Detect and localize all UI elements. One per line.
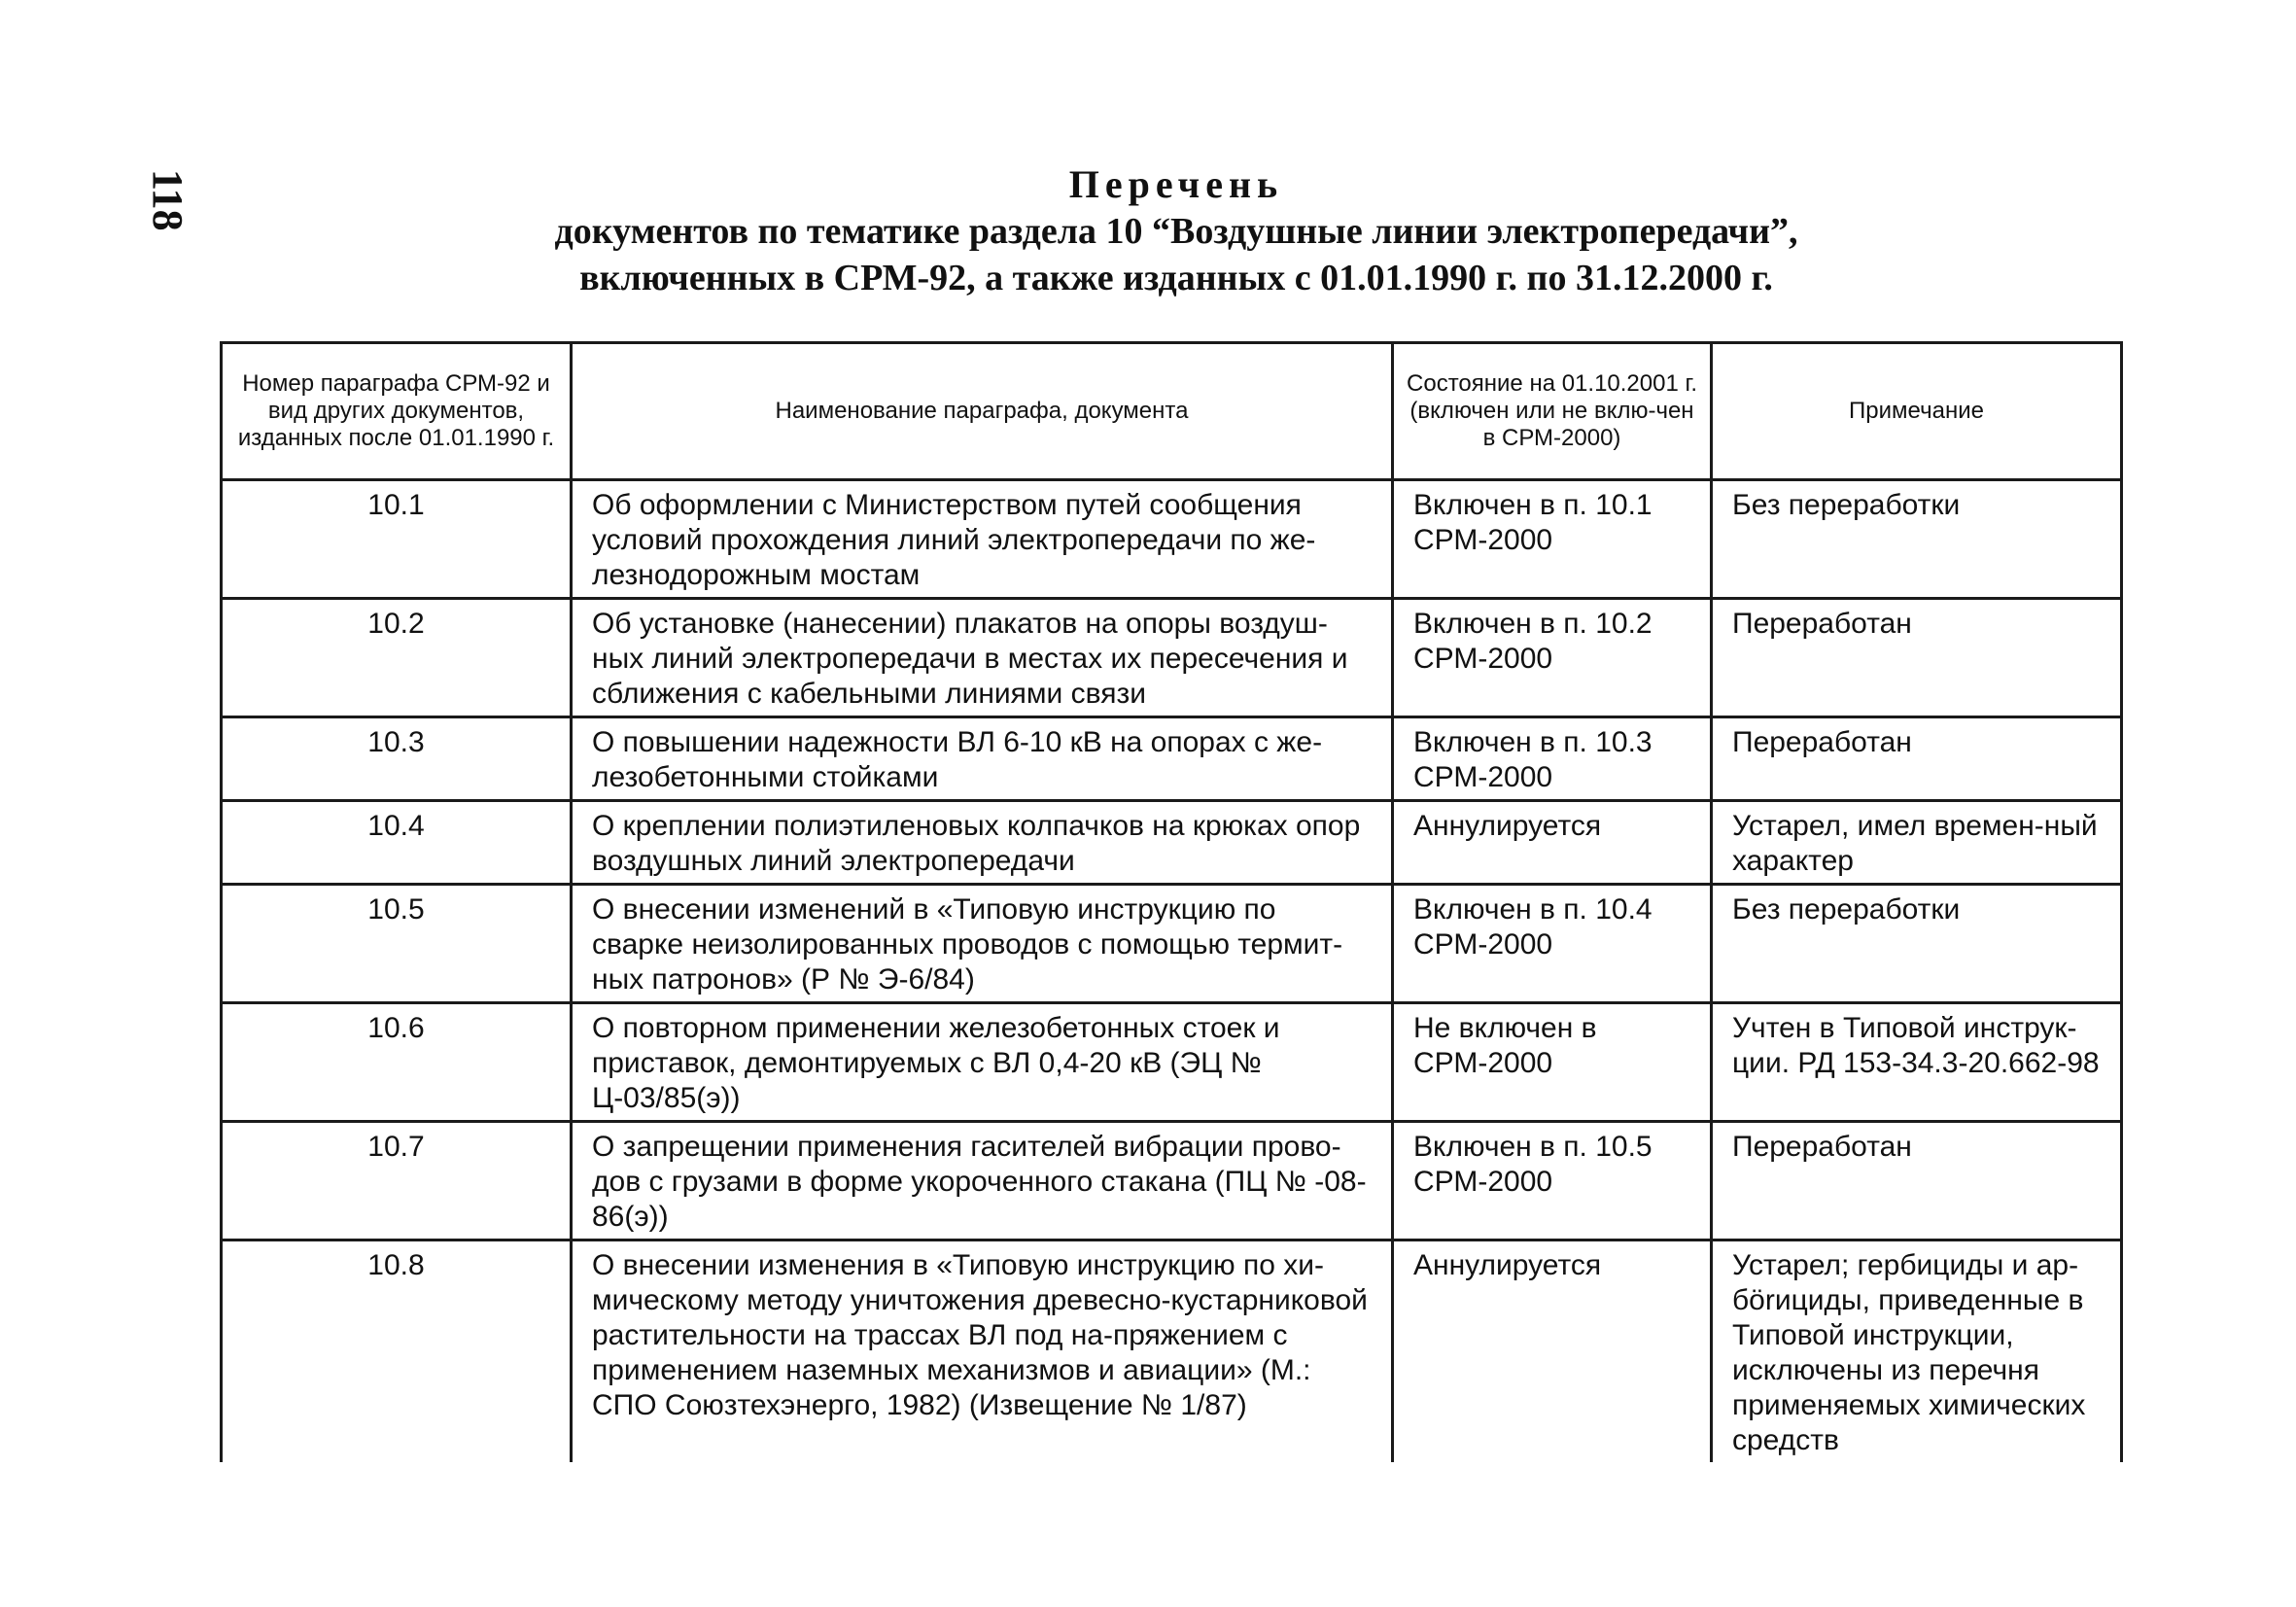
table-header-row [222, 343, 2122, 480]
row-name: О внесении изменения в «Типовую инструкцию по хи-мическому методу уничтожения древесно-кустарниковой растительности на трассах ВЛ под на-пряжением с применением наземных механизмов и авиации» (М.: СПО Союзтехэнерго, 1982) (Извещение № 1/87) [572, 1240, 1393, 1463]
row-note: Учтен в Типовой инструк-ции. РД 153-34.3-20.662-98 [1712, 1003, 2122, 1122]
row-number: 10.1 [222, 480, 572, 599]
row-name: О повторном применении железобетонных стоек и приставок, демонтируемых с ВЛ 0,4-20 кВ (ЭЦ № Ц-03/85(э)) [572, 1003, 1393, 1122]
row-number: 10.4 [222, 801, 572, 885]
row-note: Устарел, имел времен-ный характер [1712, 801, 2122, 885]
row-number: 10.6 [222, 1003, 572, 1122]
row-name: О повышении надежности ВЛ 6-10 кВ на опорах с же-лезобетонными стойками [572, 717, 1393, 801]
row-status: Включен в п. 10.5 СРМ-2000 [1393, 1122, 1712, 1240]
heading-title: Перечень [1068, 162, 1284, 206]
row-note: Без переработки [1712, 480, 2122, 599]
row-status: Включен в п. 10.2 СРМ-2000 [1393, 599, 1712, 717]
row-name: О запрещении применения гасителей вибрации прово-дов с грузами в форме укороченного стакана (ПЦ № -08-86(э)) [572, 1122, 1393, 1240]
row-note: Устарел; гербициды и ар-бörициды, приведенные в Типовой инструкции, исключены из перечня применяемых химических средств [1712, 1240, 2122, 1463]
row-status: Не включен в СРМ-2000 [1393, 1003, 1712, 1122]
table-row [222, 717, 2122, 801]
row-number: 10.7 [222, 1122, 572, 1240]
table-row [222, 599, 2122, 717]
row-status: Аннулируется [1393, 801, 1712, 885]
table-row [222, 885, 2122, 1003]
header-paragraph-name: Наименование параграфа, документа [572, 343, 1393, 480]
row-note: Переработан [1712, 1122, 2122, 1240]
row-note: Переработан [1712, 599, 2122, 717]
row-name: О внесении изменений в «Типовую инструкцию по сварке неизолированных проводов с помощью термит-ных патронов» (Р № Э-6/84) [572, 885, 1393, 1003]
heading-line-2: включенных в СРМ-92, а также изданных с 01.01.1990 г. по 31.12.2000 г. [579, 258, 1773, 298]
documents-table [220, 341, 2123, 1462]
row-number: 10.3 [222, 717, 572, 801]
header-paragraph-number: Номер параграфа СРМ-92 и вид других документов, изданных после 01.01.1990 г. [222, 343, 572, 480]
row-status: Включен в п. 10.3 СРМ-2000 [1393, 717, 1712, 801]
row-note: Без переработки [1712, 885, 2122, 1003]
table-row [222, 801, 2122, 885]
row-note: Переработан [1712, 717, 2122, 801]
page-number: 118 [144, 169, 191, 231]
row-status: Включен в п. 10.4 СРМ-2000 [1393, 885, 1712, 1003]
table-row [222, 1003, 2122, 1122]
row-name: Об установке (нанесении) плакатов на опоры воздуш-ных линий электропередачи в местах их пересечения и сближения с кабельными линиями связи [572, 599, 1393, 717]
row-status: Включен в п. 10.1 СРМ-2000 [1393, 480, 1712, 599]
table-row [222, 1122, 2122, 1240]
header-note: Примечание [1712, 343, 2122, 480]
row-number: 10.5 [222, 885, 572, 1003]
document-heading [369, 161, 1983, 301]
row-name: Об оформлении с Министерством путей сообщения условий прохождения линий электропередачи по же-лезнодорожным мостам [572, 480, 1393, 599]
row-number: 10.8 [222, 1240, 572, 1463]
header-status: Состояние на 01.10.2001 г. (включен или не вклю-чен в СРМ-2000) [1393, 343, 1712, 480]
heading-line-1: документов по тематике раздела 10 “Воздушные линии электропередачи”, [554, 211, 1798, 252]
row-name: О креплении полиэтиленовых колпачков на крюках опор воздушных линий электропередачи [572, 801, 1393, 885]
row-status: Аннулируется [1393, 1240, 1712, 1463]
row-number: 10.2 [222, 599, 572, 717]
table-row [222, 1240, 2122, 1463]
table-row [222, 480, 2122, 599]
